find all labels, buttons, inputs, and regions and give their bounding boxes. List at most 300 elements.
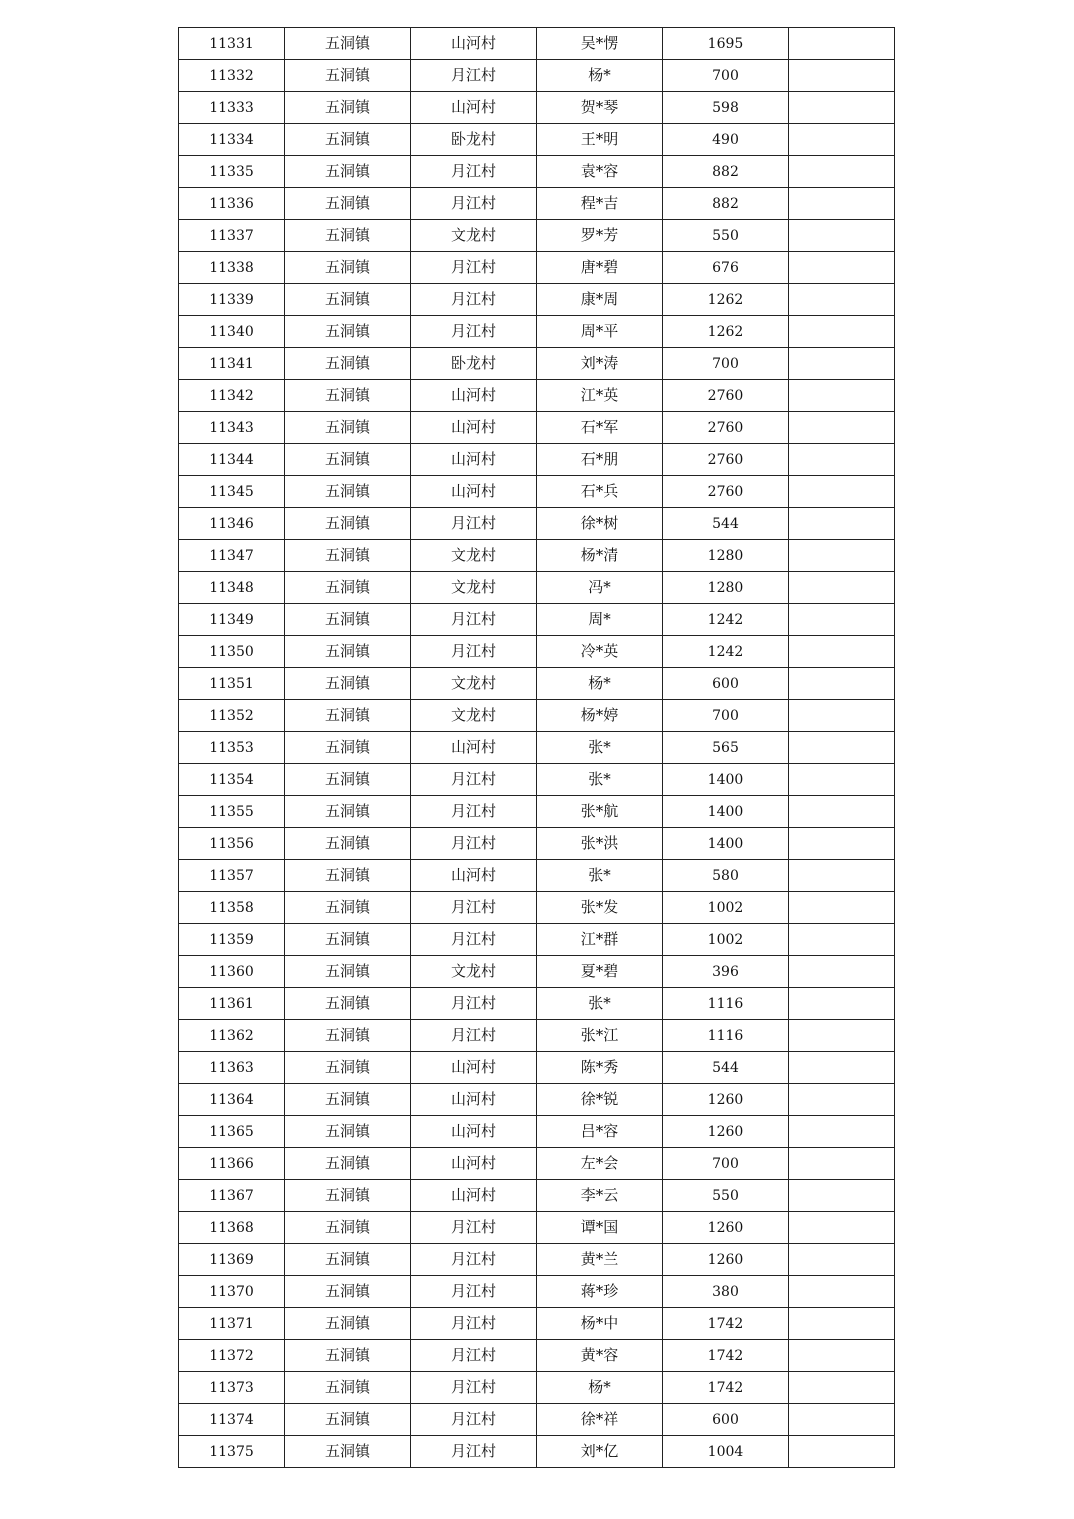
cell-village: 卧龙村 <box>411 124 537 156</box>
cell-village: 文龙村 <box>411 668 537 700</box>
cell-note <box>789 700 895 732</box>
cell-name: 周*平 <box>537 316 663 348</box>
table-row <box>179 860 895 892</box>
table-row <box>179 796 895 828</box>
table-row <box>179 924 895 956</box>
cell-note <box>789 508 895 540</box>
cell-note <box>789 348 895 380</box>
cell-note <box>789 316 895 348</box>
table-row <box>179 668 895 700</box>
cell-serial-number: 11373 <box>179 1372 285 1404</box>
cell-serial-number: 11357 <box>179 860 285 892</box>
cell-town: 五洞镇 <box>285 476 411 508</box>
cell-note <box>789 1404 895 1436</box>
cell-serial-number: 11341 <box>179 348 285 380</box>
table-row <box>179 1020 895 1052</box>
cell-serial-number: 11337 <box>179 220 285 252</box>
cell-town: 五洞镇 <box>285 508 411 540</box>
cell-serial-number: 11345 <box>179 476 285 508</box>
table-row <box>179 476 895 508</box>
cell-name: 石*兵 <box>537 476 663 508</box>
cell-note <box>789 1020 895 1052</box>
cell-serial-number: 11344 <box>179 444 285 476</box>
cell-serial-number: 11365 <box>179 1116 285 1148</box>
cell-amount: 1242 <box>663 636 789 668</box>
cell-note <box>789 1308 895 1340</box>
cell-town: 五洞镇 <box>285 636 411 668</box>
cell-note <box>789 60 895 92</box>
cell-name: 张*洪 <box>537 828 663 860</box>
cell-note <box>789 380 895 412</box>
cell-village: 山河村 <box>411 28 537 60</box>
cell-amount: 544 <box>663 1052 789 1084</box>
cell-amount: 1260 <box>663 1084 789 1116</box>
table-row <box>179 1276 895 1308</box>
cell-town: 五洞镇 <box>285 1244 411 1276</box>
cell-village: 山河村 <box>411 1052 537 1084</box>
cell-town: 五洞镇 <box>285 1340 411 1372</box>
table-row <box>179 988 895 1020</box>
cell-amount: 700 <box>663 700 789 732</box>
table-row <box>179 124 895 156</box>
cell-village: 月江村 <box>411 316 537 348</box>
cell-amount: 580 <box>663 860 789 892</box>
cell-serial-number: 11339 <box>179 284 285 316</box>
cell-name: 冷*英 <box>537 636 663 668</box>
cell-serial-number: 11342 <box>179 380 285 412</box>
cell-note <box>789 1084 895 1116</box>
cell-name: 周* <box>537 604 663 636</box>
cell-note <box>789 124 895 156</box>
cell-serial-number: 11360 <box>179 956 285 988</box>
cell-note <box>789 860 895 892</box>
cell-note <box>789 156 895 188</box>
cell-village: 月江村 <box>411 1372 537 1404</box>
cell-serial-number: 11331 <box>179 28 285 60</box>
table-row <box>179 28 895 60</box>
cell-name: 罗*芳 <box>537 220 663 252</box>
cell-town: 五洞镇 <box>285 1276 411 1308</box>
cell-amount: 882 <box>663 156 789 188</box>
cell-town: 五洞镇 <box>285 1404 411 1436</box>
cell-serial-number: 11336 <box>179 188 285 220</box>
cell-serial-number: 11370 <box>179 1276 285 1308</box>
cell-amount: 2760 <box>663 476 789 508</box>
cell-village: 山河村 <box>411 1148 537 1180</box>
cell-name: 谭*国 <box>537 1212 663 1244</box>
cell-note <box>789 732 895 764</box>
cell-serial-number: 11346 <box>179 508 285 540</box>
cell-name: 王*明 <box>537 124 663 156</box>
cell-name: 徐*树 <box>537 508 663 540</box>
cell-note <box>789 796 895 828</box>
cell-name: 黄*容 <box>537 1340 663 1372</box>
cell-note <box>789 284 895 316</box>
cell-note <box>789 1436 895 1468</box>
cell-name: 张* <box>537 988 663 1020</box>
cell-name: 冯* <box>537 572 663 604</box>
cell-note <box>789 1212 895 1244</box>
cell-town: 五洞镇 <box>285 892 411 924</box>
cell-village: 山河村 <box>411 476 537 508</box>
cell-amount: 1695 <box>663 28 789 60</box>
cell-village: 月江村 <box>411 188 537 220</box>
cell-amount: 1002 <box>663 924 789 956</box>
cell-name: 康*周 <box>537 284 663 316</box>
cell-town: 五洞镇 <box>285 764 411 796</box>
cell-name: 袁*容 <box>537 156 663 188</box>
cell-serial-number: 11343 <box>179 412 285 444</box>
cell-village: 山河村 <box>411 1084 537 1116</box>
cell-serial-number: 11362 <box>179 1020 285 1052</box>
cell-name: 刘*涛 <box>537 348 663 380</box>
table-row <box>179 1116 895 1148</box>
cell-amount: 544 <box>663 508 789 540</box>
table-row <box>179 1244 895 1276</box>
cell-name: 黄*兰 <box>537 1244 663 1276</box>
cell-amount: 1260 <box>663 1116 789 1148</box>
cell-note <box>789 540 895 572</box>
cell-note <box>789 28 895 60</box>
table-row <box>179 956 895 988</box>
cell-serial-number: 11332 <box>179 60 285 92</box>
cell-name: 程*吉 <box>537 188 663 220</box>
table-row <box>179 188 895 220</box>
table-row <box>179 604 895 636</box>
cell-amount: 1260 <box>663 1244 789 1276</box>
cell-village: 月江村 <box>411 636 537 668</box>
cell-amount: 1004 <box>663 1436 789 1468</box>
cell-note <box>789 1180 895 1212</box>
cell-town: 五洞镇 <box>285 1372 411 1404</box>
cell-amount: 1742 <box>663 1372 789 1404</box>
table-row <box>179 1436 895 1468</box>
cell-name: 杨*中 <box>537 1308 663 1340</box>
cell-amount: 1242 <box>663 604 789 636</box>
cell-note <box>789 412 895 444</box>
cell-note <box>789 956 895 988</box>
cell-village: 月江村 <box>411 764 537 796</box>
cell-town: 五洞镇 <box>285 1116 411 1148</box>
cell-name: 杨* <box>537 668 663 700</box>
cell-town: 五洞镇 <box>285 316 411 348</box>
table-row <box>179 444 895 476</box>
cell-town: 五洞镇 <box>285 1308 411 1340</box>
table-row <box>179 1180 895 1212</box>
cell-town: 五洞镇 <box>285 1148 411 1180</box>
cell-village: 月江村 <box>411 828 537 860</box>
cell-amount: 1280 <box>663 540 789 572</box>
cell-amount: 380 <box>663 1276 789 1308</box>
cell-town: 五洞镇 <box>285 1084 411 1116</box>
table-row <box>179 1148 895 1180</box>
cell-name: 贺*琴 <box>537 92 663 124</box>
cell-village: 文龙村 <box>411 956 537 988</box>
cell-name: 张* <box>537 860 663 892</box>
table-row <box>179 284 895 316</box>
table-row <box>179 412 895 444</box>
cell-town: 五洞镇 <box>285 796 411 828</box>
cell-name: 蒋*珍 <box>537 1276 663 1308</box>
cell-town: 五洞镇 <box>285 156 411 188</box>
cell-village: 月江村 <box>411 1340 537 1372</box>
cell-village: 月江村 <box>411 156 537 188</box>
cell-amount: 550 <box>663 220 789 252</box>
cell-name: 石*朋 <box>537 444 663 476</box>
table-row <box>179 700 895 732</box>
cell-village: 月江村 <box>411 60 537 92</box>
cell-amount: 550 <box>663 1180 789 1212</box>
cell-serial-number: 11359 <box>179 924 285 956</box>
cell-town: 五洞镇 <box>285 124 411 156</box>
cell-serial-number: 11371 <box>179 1308 285 1340</box>
cell-serial-number: 11363 <box>179 1052 285 1084</box>
cell-serial-number: 11366 <box>179 1148 285 1180</box>
cell-note <box>789 1372 895 1404</box>
cell-amount: 1400 <box>663 764 789 796</box>
table-row <box>179 572 895 604</box>
cell-note <box>789 764 895 796</box>
cell-amount: 1262 <box>663 284 789 316</box>
cell-town: 五洞镇 <box>285 732 411 764</box>
cell-amount: 1116 <box>663 1020 789 1052</box>
cell-name: 夏*碧 <box>537 956 663 988</box>
cell-village: 月江村 <box>411 924 537 956</box>
cell-note <box>789 828 895 860</box>
cell-name: 徐*锐 <box>537 1084 663 1116</box>
cell-town: 五洞镇 <box>285 988 411 1020</box>
cell-village: 文龙村 <box>411 540 537 572</box>
table-row <box>179 220 895 252</box>
cell-name: 吴*愣 <box>537 28 663 60</box>
cell-amount: 2760 <box>663 444 789 476</box>
cell-serial-number: 11350 <box>179 636 285 668</box>
cell-serial-number: 11361 <box>179 988 285 1020</box>
cell-serial-number: 11354 <box>179 764 285 796</box>
cell-amount: 396 <box>663 956 789 988</box>
cell-town: 五洞镇 <box>285 220 411 252</box>
cell-town: 五洞镇 <box>285 540 411 572</box>
cell-town: 五洞镇 <box>285 1212 411 1244</box>
cell-village: 月江村 <box>411 1212 537 1244</box>
cell-name: 李*云 <box>537 1180 663 1212</box>
cell-note <box>789 1148 895 1180</box>
cell-note <box>789 476 895 508</box>
cell-village: 山河村 <box>411 444 537 476</box>
cell-name: 陈*秀 <box>537 1052 663 1084</box>
cell-town: 五洞镇 <box>285 92 411 124</box>
cell-town: 五洞镇 <box>285 348 411 380</box>
cell-town: 五洞镇 <box>285 284 411 316</box>
cell-serial-number: 11369 <box>179 1244 285 1276</box>
cell-name: 张* <box>537 732 663 764</box>
cell-serial-number: 11340 <box>179 316 285 348</box>
cell-amount: 1400 <box>663 828 789 860</box>
cell-town: 五洞镇 <box>285 1020 411 1052</box>
table-row <box>179 828 895 860</box>
table-row <box>179 1340 895 1372</box>
cell-note <box>789 604 895 636</box>
table-row <box>179 1308 895 1340</box>
cell-amount: 2760 <box>663 380 789 412</box>
cell-town: 五洞镇 <box>285 188 411 220</box>
cell-name: 唐*碧 <box>537 252 663 284</box>
cell-village: 文龙村 <box>411 700 537 732</box>
cell-amount: 600 <box>663 1404 789 1436</box>
cell-name: 江*群 <box>537 924 663 956</box>
cell-village: 月江村 <box>411 1244 537 1276</box>
cell-amount: 2760 <box>663 412 789 444</box>
table-row <box>179 316 895 348</box>
cell-name: 江*英 <box>537 380 663 412</box>
cell-name: 张*江 <box>537 1020 663 1052</box>
table-row <box>179 1052 895 1084</box>
cell-amount: 700 <box>663 60 789 92</box>
cell-note <box>789 924 895 956</box>
cell-serial-number: 11334 <box>179 124 285 156</box>
cell-name: 杨*清 <box>537 540 663 572</box>
cell-note <box>789 1244 895 1276</box>
cell-note <box>789 988 895 1020</box>
cell-amount: 490 <box>663 124 789 156</box>
cell-name: 杨* <box>537 60 663 92</box>
cell-serial-number: 11351 <box>179 668 285 700</box>
cell-serial-number: 11368 <box>179 1212 285 1244</box>
cell-town: 五洞镇 <box>285 924 411 956</box>
cell-name: 刘*亿 <box>537 1436 663 1468</box>
cell-town: 五洞镇 <box>285 700 411 732</box>
cell-village: 月江村 <box>411 508 537 540</box>
table-row <box>179 540 895 572</box>
table-row <box>179 1372 895 1404</box>
cell-serial-number: 11375 <box>179 1436 285 1468</box>
cell-name: 张*航 <box>537 796 663 828</box>
cell-village: 月江村 <box>411 988 537 1020</box>
cell-town: 五洞镇 <box>285 380 411 412</box>
cell-name: 张* <box>537 764 663 796</box>
cell-village: 月江村 <box>411 284 537 316</box>
cell-note <box>789 1340 895 1372</box>
cell-name: 杨* <box>537 1372 663 1404</box>
cell-name: 左*会 <box>537 1148 663 1180</box>
cell-note <box>789 636 895 668</box>
cell-note <box>789 668 895 700</box>
cell-village: 月江村 <box>411 1276 537 1308</box>
table-row <box>179 156 895 188</box>
cell-serial-number: 11356 <box>179 828 285 860</box>
cell-serial-number: 11374 <box>179 1404 285 1436</box>
cell-amount: 700 <box>663 348 789 380</box>
cell-note <box>789 444 895 476</box>
cell-name: 吕*容 <box>537 1116 663 1148</box>
cell-town: 五洞镇 <box>285 252 411 284</box>
cell-village: 文龙村 <box>411 572 537 604</box>
table-row <box>179 252 895 284</box>
cell-note <box>789 1276 895 1308</box>
cell-town: 五洞镇 <box>285 1436 411 1468</box>
cell-amount: 600 <box>663 668 789 700</box>
cell-name: 张*发 <box>537 892 663 924</box>
cell-name: 杨*婷 <box>537 700 663 732</box>
cell-town: 五洞镇 <box>285 668 411 700</box>
cell-village: 山河村 <box>411 380 537 412</box>
cell-amount: 1742 <box>663 1340 789 1372</box>
cell-serial-number: 11372 <box>179 1340 285 1372</box>
cell-note <box>789 892 895 924</box>
cell-name: 石*军 <box>537 412 663 444</box>
cell-amount: 700 <box>663 1148 789 1180</box>
cell-town: 五洞镇 <box>285 828 411 860</box>
cell-village: 月江村 <box>411 252 537 284</box>
cell-note <box>789 1116 895 1148</box>
table-row <box>179 1212 895 1244</box>
table-row <box>179 380 895 412</box>
cell-note <box>789 252 895 284</box>
cell-village: 月江村 <box>411 1308 537 1340</box>
cell-town: 五洞镇 <box>285 956 411 988</box>
table-row <box>179 60 895 92</box>
cell-amount: 882 <box>663 188 789 220</box>
cell-serial-number: 11347 <box>179 540 285 572</box>
cell-village: 山河村 <box>411 412 537 444</box>
cell-village: 山河村 <box>411 1180 537 1212</box>
cell-note <box>789 1052 895 1084</box>
cell-serial-number: 11352 <box>179 700 285 732</box>
cell-note <box>789 92 895 124</box>
cell-name: 徐*祥 <box>537 1404 663 1436</box>
table-row <box>179 764 895 796</box>
cell-town: 五洞镇 <box>285 604 411 636</box>
cell-village: 月江村 <box>411 892 537 924</box>
table-row <box>179 732 895 764</box>
cell-village: 山河村 <box>411 1116 537 1148</box>
cell-serial-number: 11348 <box>179 572 285 604</box>
cell-town: 五洞镇 <box>285 572 411 604</box>
cell-village: 山河村 <box>411 92 537 124</box>
cell-amount: 676 <box>663 252 789 284</box>
table-row <box>179 508 895 540</box>
cell-amount: 1280 <box>663 572 789 604</box>
cell-amount: 1002 <box>663 892 789 924</box>
table-row <box>179 1404 895 1436</box>
data-table <box>178 27 895 1468</box>
cell-serial-number: 11338 <box>179 252 285 284</box>
cell-town: 五洞镇 <box>285 412 411 444</box>
cell-town: 五洞镇 <box>285 60 411 92</box>
cell-village: 月江村 <box>411 1436 537 1468</box>
cell-serial-number: 11367 <box>179 1180 285 1212</box>
cell-amount: 1400 <box>663 796 789 828</box>
cell-amount: 598 <box>663 92 789 124</box>
table-row <box>179 1084 895 1116</box>
cell-town: 五洞镇 <box>285 1180 411 1212</box>
cell-serial-number: 11355 <box>179 796 285 828</box>
cell-amount: 1116 <box>663 988 789 1020</box>
cell-serial-number: 11333 <box>179 92 285 124</box>
cell-serial-number: 11335 <box>179 156 285 188</box>
cell-serial-number: 11349 <box>179 604 285 636</box>
cell-serial-number: 11358 <box>179 892 285 924</box>
cell-serial-number: 11364 <box>179 1084 285 1116</box>
cell-town: 五洞镇 <box>285 28 411 60</box>
cell-town: 五洞镇 <box>285 1052 411 1084</box>
cell-village: 月江村 <box>411 1404 537 1436</box>
cell-village: 卧龙村 <box>411 348 537 380</box>
cell-amount: 1742 <box>663 1308 789 1340</box>
cell-serial-number: 11353 <box>179 732 285 764</box>
cell-town: 五洞镇 <box>285 444 411 476</box>
cell-note <box>789 572 895 604</box>
